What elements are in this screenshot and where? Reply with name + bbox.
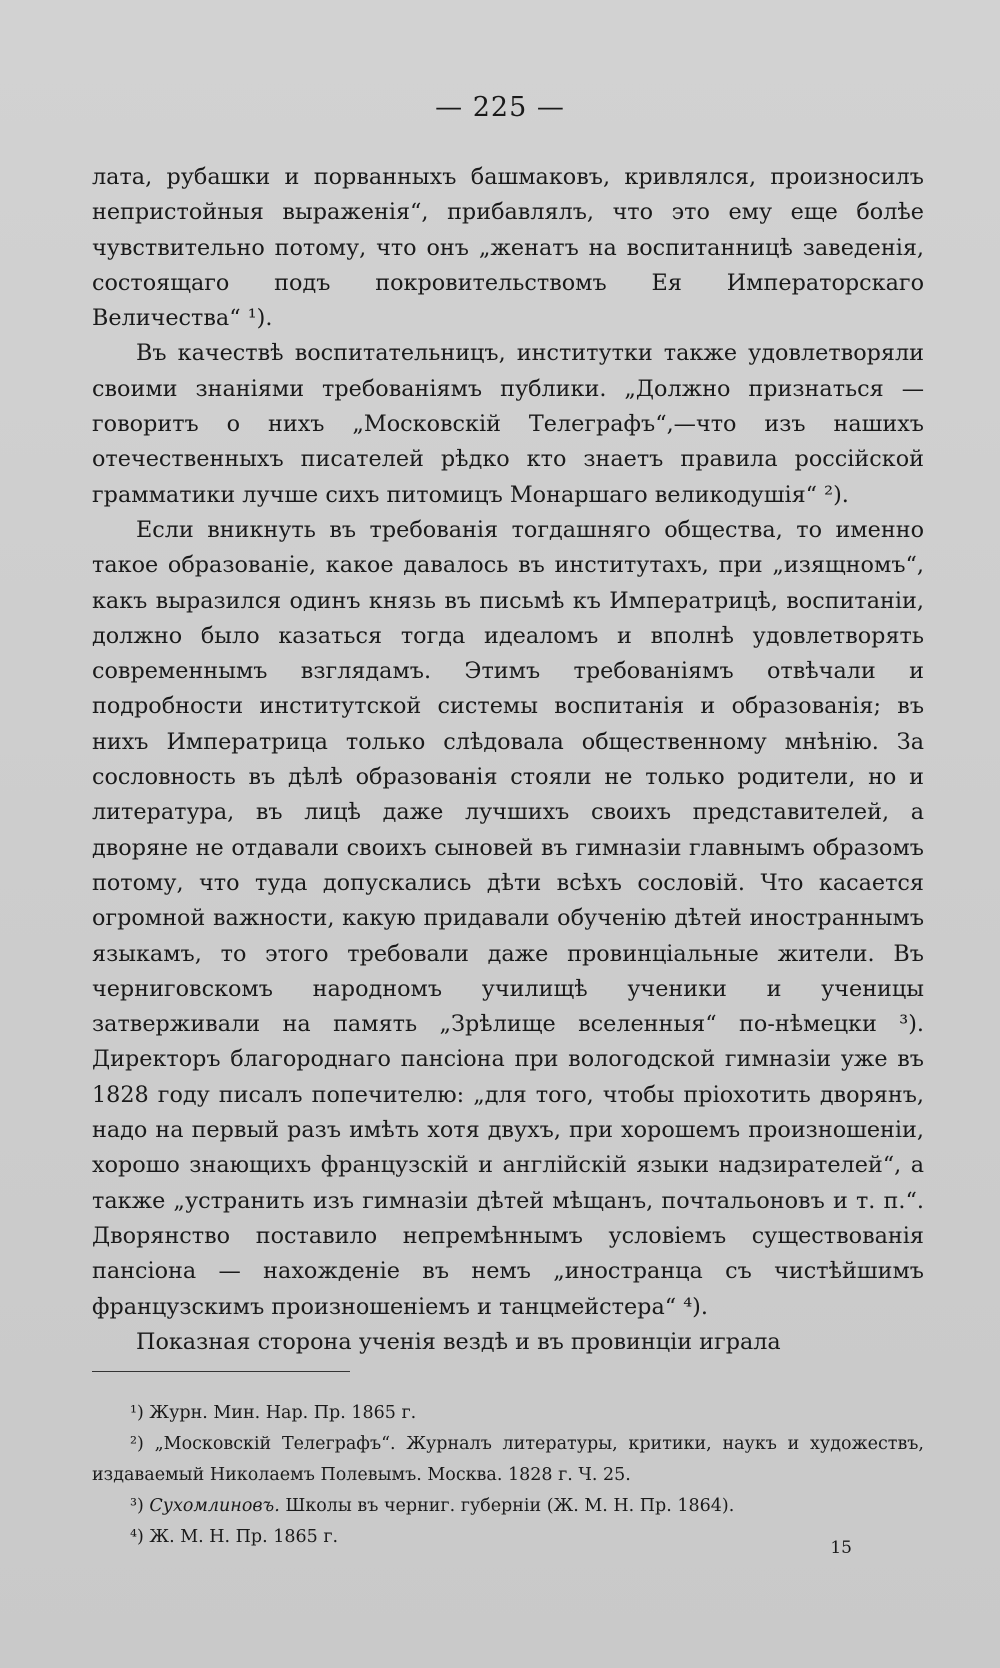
footnote-1: [92, 1398, 924, 1429]
footnote-text: Журн. Мин. Нар. Пр. 1865 г.: [149, 1403, 417, 1423]
footnote-4: [92, 1522, 924, 1553]
paragraph-2: Въ качествѣ воспитательницъ, институтки также удовлетворяли своими знаніями требованіямъ публики. „Должно признаться —говоритъ о нихъ „Московскій Телеграфъ“,—что изъ нашихъ отечественныхъ писателей рѣдко кто знаетъ правила россійской грамматики лучше сихъ питомицъ Монаршаго великодушія“ ²).: [92, 340, 924, 508]
footnote-number: ⁴): [130, 1527, 144, 1547]
footnote-number: ¹): [130, 1403, 144, 1423]
body-text: [92, 160, 924, 1360]
footnote-author: Сухомлиновъ.: [149, 1496, 280, 1516]
paragraph-1: лата, рубашки и порванныхъ башмаковъ, кривлялся, произносилъ непристойныя выраженія“, прибавлялъ, что это ему еще болѣе чувствительно потому, что онъ „женатъ на воспитанницѣ заведенія, состоящаго подъ покровительствомъ Ея Императорскаго Величества“ ¹).: [92, 164, 924, 332]
page-number: — 225 —: [435, 92, 565, 123]
footnote-3: [92, 1491, 924, 1522]
footnote-text: Школы въ черниг. губерніи (Ж. М. Н. Пр. 1864).: [279, 1496, 735, 1516]
footnote-text: „Московскій Телеграфъ“. Журналъ литературы, критики, наукъ и художествъ, издаваемый Николаемъ Полевымъ. Москва. 1828 г. Ч. 25.: [92, 1434, 924, 1485]
footnote-number: ²): [130, 1434, 144, 1454]
paragraph-3: Если вникнуть въ требованія тогдашняго общества, то именно такое образованіе, какое давалось въ институтахъ, при „изящномъ“, какъ выразился одинъ князь въ письмѣ къ Императрицѣ, воспитаніи, должно было казаться тогда идеаломъ и вполнѣ удовлетворять современнымъ взглядамъ. Этимъ требованіямъ отвѣчали и подробности институтской системы воспитанія и образованія; въ нихъ Императрица только слѣдовала общественному мнѣнію. За сословность въ дѣлѣ образованія стояли не только родители, но и литература, въ лицѣ даже лучшихъ своихъ представителей, а дворяне не отдавали своихъ сыновей въ гимназіи главнымъ образомъ потому, что туда допускались дѣти всѣхъ сословій. Что касается огромной важности, какую придавали обученію дѣтей иностраннымъ языкамъ, то этого требовали даже провинціальные жители. Въ черниговскомъ народномъ училищѣ ученики и ученицы затверживали на память „Зрѣлище вселенныя“ по-нѣмецки ³). Директоръ благороднаго пансіона при вологодской гимназіи уже въ 1828 году писалъ попечителю: „для того, чтобы пріохотить дворянъ, надо на первый разъ имѣть хотя двухъ, при хорошемъ произношеніи, хорошо знающихъ французскій и англійскій языки надзирателей“, а также „устранить изъ гимназіи дѣтей мѣщанъ, почтальоновъ и т. п.“. Дворянство поставило непремѣннымъ условіемъ существованія пансіона — нахожденіе въ немъ „иностранца съ чистѣйшимъ французскимъ произношеніемъ и танцмейстера“ ⁴).: [92, 516, 924, 1320]
footnotes: [92, 1398, 924, 1553]
signature-mark: 15: [830, 1538, 852, 1558]
footnote-divider: [92, 1371, 350, 1372]
footnote-2: [92, 1429, 924, 1491]
footnote-text: Ж. М. Н. Пр. 1865 г.: [149, 1527, 339, 1547]
paragraph-4: Показная сторона ученія вездѣ и въ провинціи играла: [136, 1328, 781, 1355]
footnote-number: ³): [130, 1496, 144, 1516]
